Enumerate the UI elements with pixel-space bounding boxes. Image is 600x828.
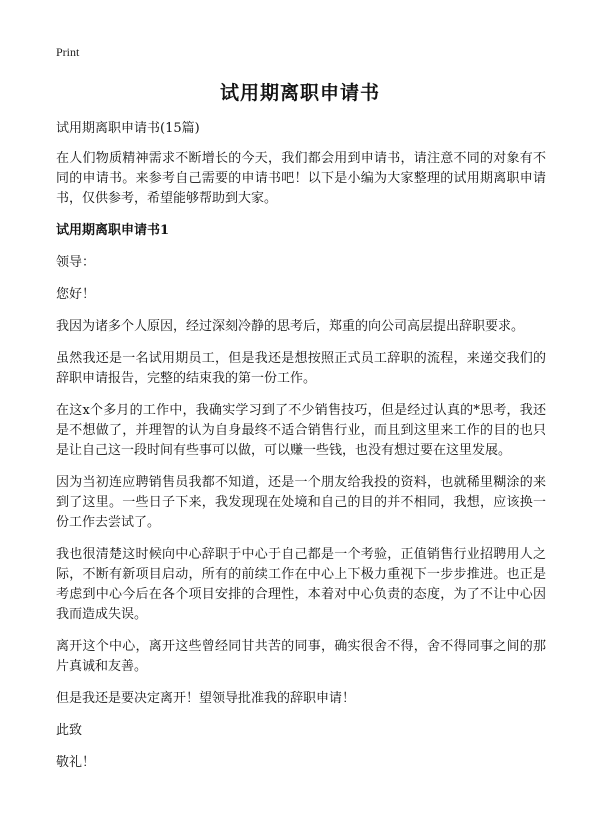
body-paragraph: 我也很清楚这时候向中心辞职于中心于自己都是一个考验，正值销售行业招聘用人之际，不断有新项目启动，所有的前续工作在中心上下极力重视下一步步推进。也正是考虑到中心今后在各个项目安排的合理性，本着对中心负责的态度，为了不让中心因我而造成失误。 <box>56 547 546 622</box>
body-paragraph: 因为当初连应聘销售员我都不知道，还是一个朋友给我投的资料，也就稀里糊涂的来到了这里。一些日子下来，我发现现在处境和自己的目的并不相同，我想，应该换一份工作去尝试了。 <box>56 475 546 530</box>
body-paragraph: 离开这个中心，离开这些曾经同甘共苦的同事，确实很舍不得，舍不得同事之间的那片真诚和友善。 <box>56 639 546 674</box>
salutation: 领导： <box>56 255 96 270</box>
page-title: 试用期离职申请书 <box>219 82 380 104</box>
intro-paragraph: 在人们物质精神需求不断增长的今天，我们都会用到申请书，请注意不同的对象有不同的申请书。来参考自己需要的申请书吧！以下是小编为大家整理的试用期离职申请书，仅供参考，希望能够帮助到大家。 <box>56 151 546 206</box>
document-body <box>56 119 546 785</box>
closing-salute: 敬礼！ <box>56 755 96 770</box>
body-paragraph: 但是我还是要决定离开！望领导批准我的辞职申请！ <box>56 691 356 706</box>
body-paragraph: 虽然我还是一名试用期员工，但是我还是想按照正式员工辞职的流程，来递交我们的辞职申请报告，完整的结束我的第一份工作。 <box>56 351 546 386</box>
collection-label: 试用期离职申请书(15篇) <box>56 121 200 136</box>
closing-line: 此致 <box>56 723 83 738</box>
section-heading: 试用期离职申请书1 <box>56 223 170 238</box>
print-link[interactable]: Print <box>56 45 80 59</box>
greeting: 您好！ <box>56 287 96 302</box>
body-paragraph: 在这x个多月的工作中，我确实学习到了不少销售技巧，但是经过认真的*思考，我还是不想做了，并理智的认为自身最终不适合销售行业，而且到这里来工作的目的也只是让自己这一段时间有些事可以做，可以赚一些钱，也没有想过要在这里发展。 <box>56 403 546 458</box>
body-paragraph: 我因为诸多个人原因，经过深刻冷静的思考后，郑重的向公司高层提出辞职要求。 <box>56 319 525 334</box>
